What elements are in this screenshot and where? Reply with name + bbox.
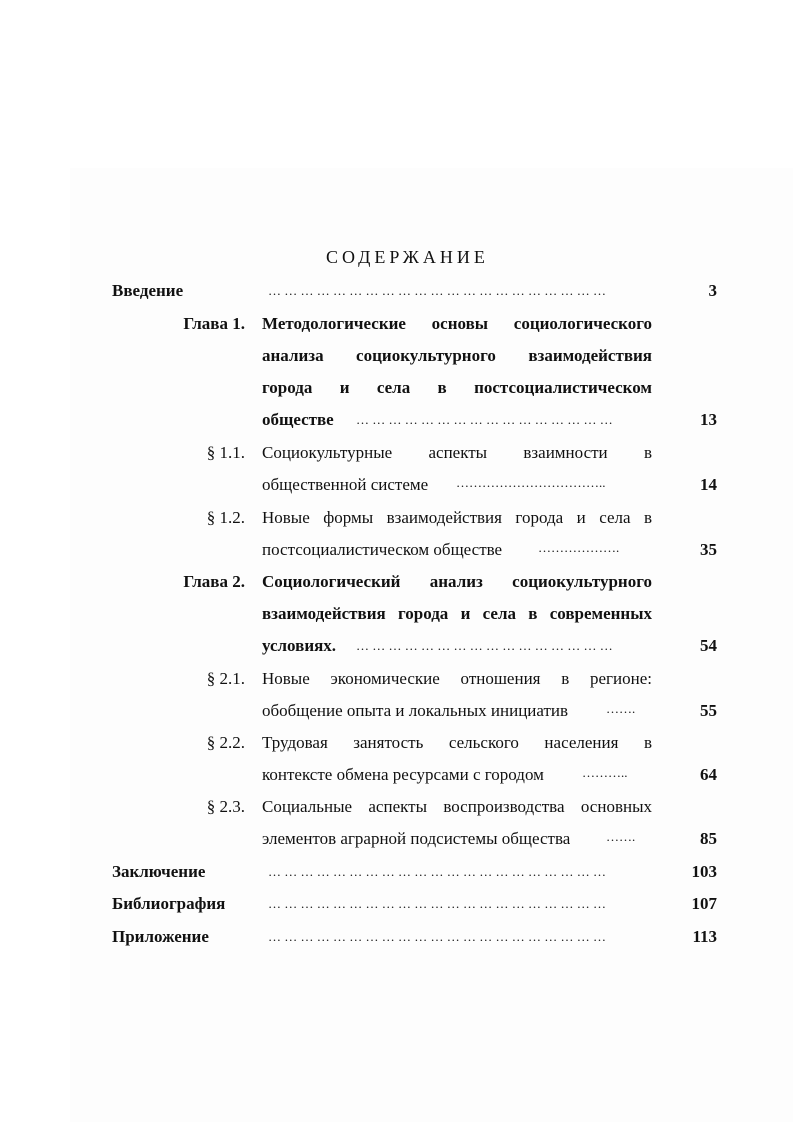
entry-title-line: Социологический анализ социокультурного [262, 572, 652, 591]
dot-leader: … … … … … … … … … … … … … … … … [356, 638, 613, 653]
entry-title-line: условиях. [262, 636, 337, 655]
entry-label: Глава 1. [183, 314, 245, 333]
entry-label: Приложение [112, 927, 209, 946]
entry-label: § 1.1. [206, 443, 245, 462]
entry-title-line: контексте обмена ресурсами с городом [262, 765, 544, 784]
page-number: 54 [700, 636, 717, 655]
dot-leader: ……….. [582, 765, 628, 780]
entry-title-line: обществе [262, 410, 334, 429]
entry-title-line: города и села в постсоциалистическом [262, 378, 652, 397]
entry-title-line: элементов аграрной подсистемы общества [262, 829, 571, 848]
dot-leader: ……. [606, 701, 636, 716]
entry-title-line: анализа социокультурного взаимодействия [262, 346, 652, 365]
dot-leader: ……. [606, 829, 636, 844]
dot-leader: … … … … … … … … … … … … … … … … … … … … … [268, 283, 606, 298]
page-number: 107 [691, 894, 717, 913]
page-number: 103 [691, 862, 717, 881]
dot-leader: … … … … … … … … … … … … … … … … … … … … … [268, 896, 606, 911]
entry-label: § 2.2. [206, 733, 245, 752]
toc-title: СОДЕРЖАНИЕ [326, 247, 489, 267]
page-number: 14 [700, 475, 717, 494]
entry-label: Введение [112, 281, 184, 300]
entry-title-line: постсоциалистическом обществе [262, 540, 503, 559]
page-number: 64 [700, 765, 717, 784]
entry-label: Глава 2. [183, 572, 245, 591]
entry-title-line: Трудовая занятость сельского населения в [262, 733, 652, 752]
entry-title-line: обобщение опыта и локальных инициатив [262, 701, 569, 720]
page-number: 3 [708, 281, 717, 300]
entry-label: § 1.2. [206, 508, 245, 527]
page-number: 55 [700, 701, 717, 720]
entry-title-line: Социальные аспекты воспроизводства основных [262, 797, 652, 816]
dot-leader: … … … … … … … … … … … … … … … … [356, 412, 613, 427]
page-number: 113 [692, 927, 717, 946]
entry-label: Библиография [112, 894, 226, 913]
entry-title-line: Новые формы взаимодействия города и села в [262, 508, 652, 527]
page-number: 13 [700, 410, 717, 429]
page-number: 85 [700, 829, 717, 848]
dot-leader: … … … … … … … … … … … … … … … … … … … … … [268, 929, 606, 944]
dot-leader: …………………………….. [456, 475, 606, 490]
dot-leader: ………………. [538, 540, 620, 555]
entry-label: § 2.3. [206, 797, 245, 816]
page-number: 35 [700, 540, 717, 559]
entry-title-line: Новые экономические отношения в регионе: [262, 669, 652, 688]
entry-title-line: Социокультурные аспекты взаимности в [262, 443, 652, 462]
entry-title-line: взаимодействия города и села в современных [262, 604, 652, 623]
entry-title-line: Методологические основы социологического [262, 314, 652, 333]
entry-title-line: общественной системе [262, 475, 429, 494]
dot-leader: … … … … … … … … … … … … … … … … … … … … … [268, 864, 606, 879]
entry-label: Заключение [112, 862, 206, 881]
entry-label: § 2.1. [206, 669, 245, 688]
